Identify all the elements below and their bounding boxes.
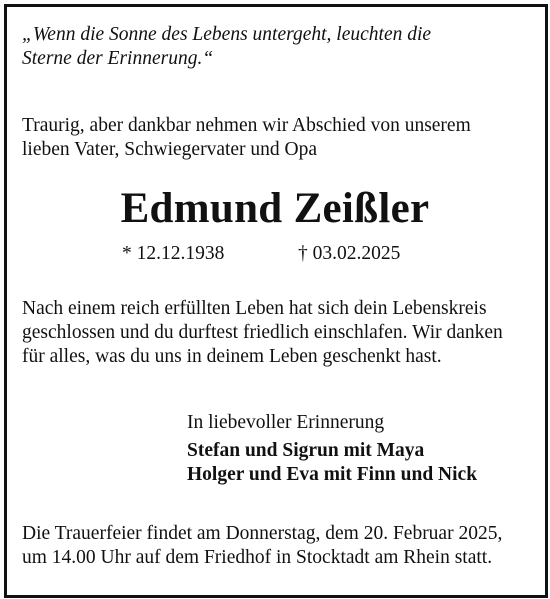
tribute-line: Nach einem reich erfüllten Leben hat sich dein Lebenskreis <box>22 298 487 319</box>
intro-line: lieben Vater, Schwiegervater und Opa <box>22 139 318 160</box>
mourner-entry: Holger und Eva mit Finn und Nick <box>187 464 478 485</box>
mourners-list <box>187 439 477 487</box>
birth-date: * 12.12.1938 <box>122 243 225 264</box>
farewell-intro <box>22 114 471 162</box>
quote-line: Sterne der Erinnerung.“ <box>22 48 214 69</box>
quote-line: „Wenn die Sonne des Lebens untergeht, leuchten die <box>22 24 432 45</box>
intro-line: Traurig, aber dankbar nehmen wir Abschied von unserem <box>22 115 471 136</box>
tribute-line: geschlossen und du durftest friedlich einschlafen. Wir danken <box>22 322 503 343</box>
mourner-entry: Stefan und Sigrun mit Maya <box>187 440 425 461</box>
funeral-service-info <box>22 522 502 570</box>
tribute-line: für alles, was du uns in deinem Leben geschenkt hast. <box>22 346 442 367</box>
memorial-quote <box>22 23 431 71</box>
memory-label: In liebevoller Erinnerung <box>187 412 385 433</box>
tribute-text <box>22 297 503 369</box>
service-line: um 14.00 Uhr auf dem Friedhof in Stocktadt am Rhein statt. <box>22 547 493 568</box>
service-line: Die Trauerfeier findet am Donnerstag, dem 20. Februar 2025, <box>22 523 503 544</box>
deceased-name: Edmund Zeißler <box>120 185 430 232</box>
death-date: † 03.02.2025 <box>298 243 401 264</box>
